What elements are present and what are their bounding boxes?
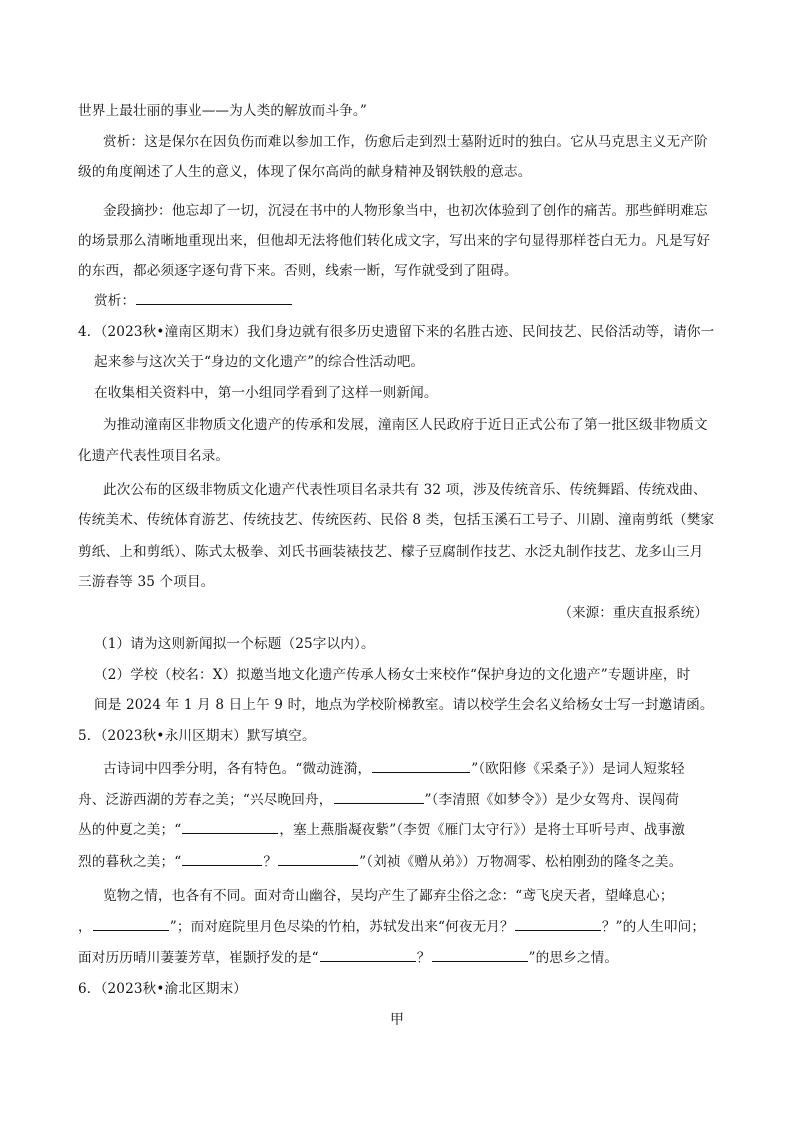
fill-text: ”；而对庭院里月色尽染的竹柏，苏轼发出来“何夜无月？ xyxy=(169,919,514,935)
news-line-6: 三游春等 35 个项目。 xyxy=(78,574,215,590)
news-source: （来源：重庆直报系统） xyxy=(558,605,708,621)
question-4-subquestion-2-line-1: （2）学校（校名：X）拟邀当地文化遗产传承人杨女士来校作“保护身边的文化遗产”专题讲座，时 xyxy=(94,667,691,683)
question-5-heading: 5．（2023秋•永川区期末）默写填空。 xyxy=(78,728,316,744)
question-5-line-3 xyxy=(78,818,685,838)
fill-text: ，塞上燕脂凝夜紫”（李贺《雁门太守行》）是将士耳听号声、战事激 xyxy=(279,822,686,838)
question-5-line-2 xyxy=(78,788,679,808)
excerpt-line-2: 的场景那么清晰地重现出来，但他却无法将他们转化成文字，写出来的字句显得那样苍白无力。凡是写好 xyxy=(78,233,711,249)
news-line-2: 化遗产代表性项目名录。 xyxy=(78,448,230,464)
fill-text: ？”的人生叩问； xyxy=(601,919,706,935)
fill-blank[interactable] xyxy=(278,853,358,866)
appreciation-line-2: 级的角度阐述了人生的意义，体现了保尔高尚的献身精神及钢铁般的意志。 xyxy=(78,164,532,180)
fill-blank[interactable] xyxy=(182,853,262,866)
fill-blank[interactable] xyxy=(334,791,424,804)
fill-text: ， xyxy=(78,919,92,935)
fill-blank[interactable] xyxy=(320,949,416,962)
quote-ending-line: 世界上最壮丽的事业——为人类的解放而斗争。” xyxy=(78,103,367,119)
fill-text: ”（欧阳修《采桑子》）是词人短浆轻 xyxy=(471,761,685,777)
fill-blank[interactable] xyxy=(93,918,169,931)
news-line-3: 此次公布的区级非物质文化遗产代表性项目名录共有 32 项，涉及传统音乐、传统舞蹈、传统戏曲、 xyxy=(103,482,707,498)
question-4-subquestion-2-line-2: 间是 2024 年 1 月 8 日上午 9 时，地点为学校阶梯教室。请以校学生会名义给杨女士写一封邀请函。 xyxy=(94,697,714,713)
question-4-subquestion-1: （1）请为这则新闻拟一个标题（25字以内）。 xyxy=(94,636,375,652)
question-6-heading: 6．（2023秋•渝北区期末） xyxy=(78,981,248,997)
fill-blank[interactable] xyxy=(515,918,601,931)
question-4-line-1: 4．（2023秋•潼南区期末）我们身边就有很多历史遗留下来的名胜古迹、民间技艺、民俗活动等，请你一 xyxy=(78,324,715,340)
answer-blank[interactable] xyxy=(136,292,292,305)
question-4-line-2: 起来参与这次关于“身边的文化遗产”的综合性活动吧。 xyxy=(94,354,425,370)
excerpt-line-3: 的东西，都必须逐字逐句背下来。否则，线索一断，写作就受到了阻碍。 xyxy=(78,263,518,279)
appreciation-answer-line xyxy=(94,289,293,309)
question-5-line-1 xyxy=(103,757,685,777)
fill-text: ”的思乡之情。 xyxy=(528,950,619,966)
news-line-5: 剪纸、上和剪纸）、陈式太极拳、刘氏书画装裱技艺、檬子豆腐制作技艺、水泛丸制作技艺、龙多山三月 xyxy=(78,544,704,560)
question-5-line-4 xyxy=(78,850,682,870)
fill-blank[interactable] xyxy=(432,949,528,962)
news-line-4: 传统美术、传统体育游艺、传统技艺、传统医药、民俗 8 类，包括玉溪石工号子、川剧、潼南剪纸（樊家 xyxy=(78,512,715,528)
excerpt-line-1: 金段摘抄：他忘却了一切，沉浸在书中的人物形象当中，也初次体验到了创作的痛苦。那些鲜明难忘 xyxy=(103,203,708,219)
fill-text: 舟、泛游西湖的芳春之美；“兴尽晚回舟， xyxy=(78,792,333,808)
fill-text: 丛的仲夏之美；“ xyxy=(78,822,182,838)
fill-text: ？ xyxy=(416,950,431,966)
fill-text: ？ xyxy=(263,854,278,870)
fill-text: 古诗词中四季分明，各有特色。“微动涟漪， xyxy=(103,761,372,777)
fill-blank[interactable] xyxy=(372,760,470,773)
section-label-jia: 甲 xyxy=(390,1012,404,1028)
fill-blank[interactable] xyxy=(182,821,278,834)
news-line-1: 为推动潼南区非物质文化遗产的传承和发展，潼南区人民政府于近日正式公布了第一批区级非物质文 xyxy=(103,417,708,433)
appreciation-line-1: 赏析：这是保尔在因负伤而难以参加工作，伤愈后走到烈士墓附近时的独白。它从马克思主义无产阶 xyxy=(103,134,708,150)
fill-text: ”（刘祯《赠从弟》）万物凋零、松柏刚劲的隆冬之美。 xyxy=(359,854,683,870)
fill-text: ”（李清照《如梦令》）是少女驾舟、误闯荷 xyxy=(424,792,680,808)
question-5-line-5: 览物之情，也各有不同。面对奇山幽谷，吴均产生了鄙弃尘俗之念：“鸢飞戾天者，望峰息心； xyxy=(103,888,674,904)
question-5-line-7 xyxy=(78,946,618,966)
fill-text: 面对历历晴川萋萋芳草，崔颢抒发的是“ xyxy=(78,950,319,966)
question-5-line-6 xyxy=(78,915,705,935)
fill-text: 烈的暮秋之美；“ xyxy=(78,854,182,870)
question-4-line-3: 在收集相关资料中，第一小组同学看到了这样一则新闻。 xyxy=(94,385,438,401)
appreciation-label: 赏析： xyxy=(94,293,136,309)
